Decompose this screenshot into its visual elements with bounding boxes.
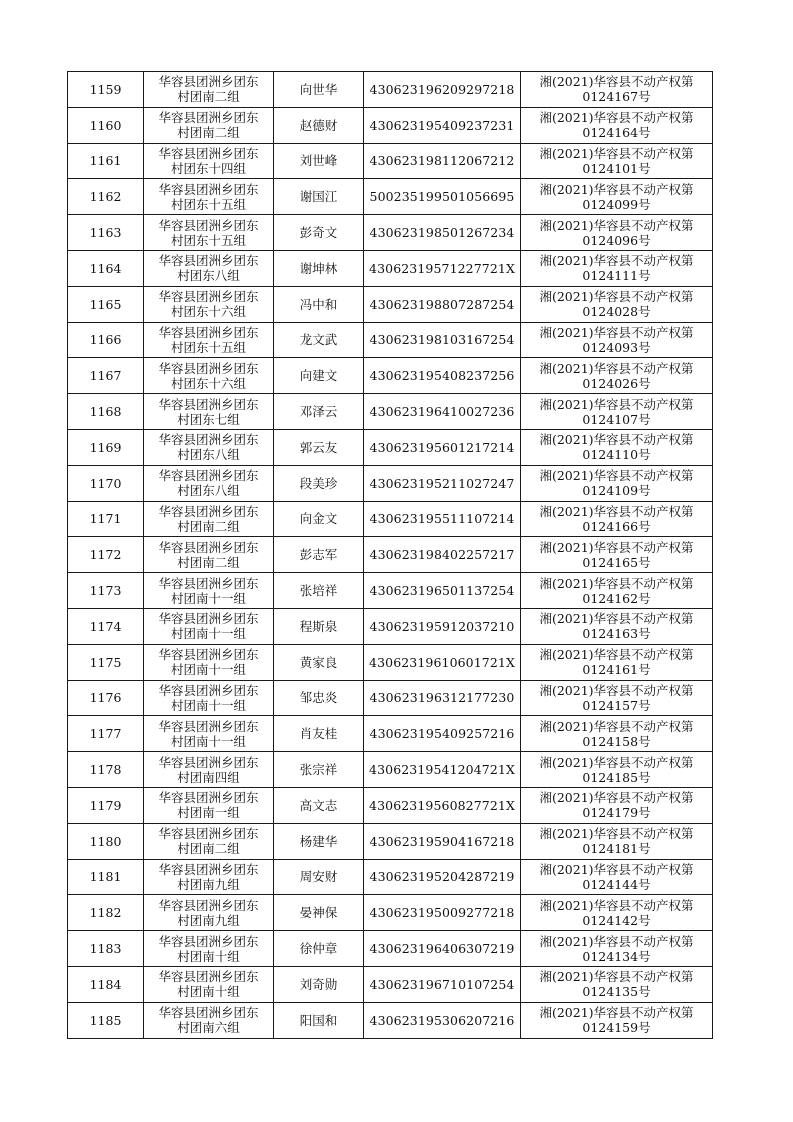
id-number: 43062319610601721X [364, 644, 521, 680]
row-number: 1181 [68, 859, 144, 895]
certificate-line-1: 湘(2021)华容县不动产权第 [539, 289, 694, 305]
owner-name: 张培祥 [274, 573, 364, 609]
row-number: 1167 [68, 358, 144, 394]
certificate-line-2: 0124026号 [582, 375, 651, 391]
address-line-2: 村团东七组 [177, 411, 240, 427]
address-cell [144, 72, 274, 108]
table-row [68, 680, 713, 716]
certificate-line-2: 0124158号 [582, 733, 651, 749]
certificate-line-1: 湘(2021)华容县不动产权第 [539, 324, 694, 340]
row-number: 1159 [68, 72, 144, 108]
id-number: 430623196209297218 [364, 72, 521, 108]
address-line-2: 村团南二组 [177, 518, 240, 534]
table-row [68, 250, 713, 286]
certificate-line-2: 0124028号 [582, 304, 651, 320]
address-line-2: 村团东十五组 [170, 339, 246, 355]
certificate-cell [521, 143, 713, 179]
certificate-line-1: 湘(2021)华容县不动产权第 [539, 933, 694, 949]
address-line-1: 华容县团洲乡团东 [158, 468, 259, 484]
table-row [68, 107, 713, 143]
certificate-line-2: 0124107号 [582, 411, 651, 427]
address-cell [144, 250, 274, 286]
certificate-line-2: 0124111号 [582, 268, 651, 284]
address-cell [144, 537, 274, 573]
address-cell [144, 966, 274, 1002]
certificate-cell [521, 501, 713, 537]
row-number: 1169 [68, 429, 144, 465]
certificate-line-2: 0124109号 [582, 483, 651, 499]
row-number: 1170 [68, 465, 144, 501]
owner-name: 杨建华 [274, 823, 364, 859]
id-number: 430623198807287254 [364, 286, 521, 322]
address-cell [144, 752, 274, 788]
id-number: 430623195408237256 [364, 358, 521, 394]
certificate-line-1: 湘(2021)华容县不动产权第 [539, 396, 694, 412]
address-line-2: 村团南十一组 [170, 626, 246, 642]
id-number: 430623195211027247 [364, 465, 521, 501]
address-line-1: 华容县团洲乡团东 [158, 324, 259, 340]
certificate-cell [521, 394, 713, 430]
address-cell [144, 394, 274, 430]
address-line-2: 村团南二组 [177, 554, 240, 570]
id-number: 430623195601217214 [364, 429, 521, 465]
address-line-2: 村团南九组 [177, 912, 240, 928]
certificate-cell [521, 752, 713, 788]
owner-name: 向建文 [274, 358, 364, 394]
address-line-2: 村团南十组 [177, 984, 240, 1000]
certificate-line-2: 0124096号 [582, 232, 651, 248]
certificate-cell [521, 250, 713, 286]
owner-name: 黄家良 [274, 644, 364, 680]
address-line-1: 华容县团洲乡团东 [158, 754, 259, 770]
address-cell [144, 931, 274, 967]
table-row [68, 143, 713, 179]
id-number: 430623195409257216 [364, 716, 521, 752]
row-number: 1179 [68, 787, 144, 823]
row-number: 1185 [68, 1002, 144, 1038]
table-row [68, 465, 713, 501]
certificate-cell [521, 429, 713, 465]
certificate-cell [521, 716, 713, 752]
id-number: 430623195009277218 [364, 895, 521, 931]
address-line-2: 村团南十一组 [170, 662, 246, 678]
certificate-cell [521, 322, 713, 358]
address-cell [144, 286, 274, 322]
table-row [68, 1002, 713, 1038]
certificate-line-1: 湘(2021)华容县不动产权第 [539, 432, 694, 448]
address-cell [144, 895, 274, 931]
row-number: 1175 [68, 644, 144, 680]
address-line-2: 村团南十一组 [170, 590, 246, 606]
certificate-line-2: 0124110号 [582, 447, 651, 463]
owner-name: 彭奇文 [274, 215, 364, 251]
id-number: 430623195511107214 [364, 501, 521, 537]
address-line-1: 华容县团洲乡团东 [158, 647, 259, 663]
certificate-cell [521, 286, 713, 322]
certificate-line-2: 0124185号 [582, 769, 651, 785]
row-number: 1165 [68, 286, 144, 322]
certificate-line-1: 湘(2021)华容县不动产权第 [539, 253, 694, 269]
address-cell [144, 179, 274, 215]
table-body [68, 72, 713, 1039]
table-row [68, 931, 713, 967]
address-line-2: 村团南四组 [177, 769, 240, 785]
owner-name: 张宗祥 [274, 752, 364, 788]
row-number: 1168 [68, 394, 144, 430]
certificate-cell [521, 107, 713, 143]
table-row [68, 501, 713, 537]
row-number: 1171 [68, 501, 144, 537]
address-line-2: 村团南九组 [177, 876, 240, 892]
address-cell [144, 501, 274, 537]
address-line-1: 华容县团洲乡团东 [158, 790, 259, 806]
address-line-2: 村团东十四组 [170, 160, 246, 176]
address-line-2: 村团南二组 [177, 89, 240, 105]
row-number: 1160 [68, 107, 144, 143]
certificate-line-1: 湘(2021)华容县不动产权第 [539, 110, 694, 126]
address-cell [144, 107, 274, 143]
table-row [68, 823, 713, 859]
owner-name: 刘奇勋 [274, 966, 364, 1002]
owner-name: 向金文 [274, 501, 364, 537]
table-row [68, 394, 713, 430]
certificate-line-1: 湘(2021)华容县不动产权第 [539, 360, 694, 376]
address-line-1: 华容县团洲乡团东 [158, 432, 259, 448]
address-cell [144, 787, 274, 823]
owner-name: 谢坤林 [274, 250, 364, 286]
certificate-line-2: 0124161号 [582, 662, 651, 678]
table-row [68, 286, 713, 322]
owner-name: 阳国和 [274, 1002, 364, 1038]
row-number: 1174 [68, 608, 144, 644]
table-row [68, 358, 713, 394]
owner-name: 谢国江 [274, 179, 364, 215]
certificate-line-1: 湘(2021)华容县不动产权第 [539, 181, 694, 197]
table-row [68, 573, 713, 609]
address-line-1: 华容县团洲乡团东 [158, 933, 259, 949]
id-number: 500235199501056695 [364, 179, 521, 215]
row-number: 1162 [68, 179, 144, 215]
certificate-line-1: 湘(2021)华容县不动产权第 [539, 754, 694, 770]
row-number: 1161 [68, 143, 144, 179]
owner-name: 程斯泉 [274, 608, 364, 644]
address-line-2: 村团东八组 [177, 447, 240, 463]
owner-name: 肖友桂 [274, 716, 364, 752]
address-line-2: 村团南二组 [177, 125, 240, 141]
certificate-line-2: 0124135号 [582, 984, 651, 1000]
table-row [68, 644, 713, 680]
certificate-line-2: 0124167号 [582, 89, 651, 105]
address-cell [144, 465, 274, 501]
registration-table [67, 71, 713, 1039]
id-number: 43062319571227721X [364, 250, 521, 286]
table-row [68, 322, 713, 358]
address-cell [144, 573, 274, 609]
table-row [68, 787, 713, 823]
row-number: 1183 [68, 931, 144, 967]
table-row [68, 859, 713, 895]
address-line-1: 华容县团洲乡团东 [158, 396, 259, 412]
address-line-1: 华容县团洲乡团东 [158, 682, 259, 698]
table-row [68, 966, 713, 1002]
certificate-line-1: 湘(2021)华容县不动产权第 [539, 74, 694, 90]
certificate-cell [521, 72, 713, 108]
address-cell [144, 859, 274, 895]
certificate-cell [521, 644, 713, 680]
certificate-line-1: 湘(2021)华容县不动产权第 [539, 217, 694, 233]
address-line-2: 村团南一组 [177, 805, 240, 821]
id-number: 430623198402257217 [364, 537, 521, 573]
address-cell [144, 716, 274, 752]
certificate-line-2: 0124179号 [582, 805, 651, 821]
certificate-line-1: 湘(2021)华容县不动产权第 [539, 1005, 694, 1021]
address-cell [144, 358, 274, 394]
id-number: 430623196312177230 [364, 680, 521, 716]
address-line-2: 村团南十组 [177, 948, 240, 964]
address-cell [144, 215, 274, 251]
certificate-line-2: 0124163号 [582, 626, 651, 642]
certificate-line-2: 0124144号 [582, 876, 651, 892]
owner-name: 晏神保 [274, 895, 364, 931]
address-line-2: 村团南六组 [177, 1020, 240, 1036]
address-line-1: 华容县团洲乡团东 [158, 503, 259, 519]
row-number: 1173 [68, 573, 144, 609]
table-row [68, 752, 713, 788]
address-line-1: 华容县团洲乡团东 [158, 145, 259, 161]
id-number: 430623198501267234 [364, 215, 521, 251]
address-line-1: 华容县团洲乡团东 [158, 289, 259, 305]
address-line-2: 村团东十六组 [170, 304, 246, 320]
certificate-line-2: 0124166号 [582, 518, 651, 534]
address-line-2: 村团南十一组 [170, 733, 246, 749]
owner-name: 郭云友 [274, 429, 364, 465]
address-line-2: 村团东十五组 [170, 196, 246, 212]
owner-name: 向世华 [274, 72, 364, 108]
certificate-line-1: 湘(2021)华容县不动产权第 [539, 897, 694, 913]
certificate-cell [521, 358, 713, 394]
owner-name: 彭志军 [274, 537, 364, 573]
certificate-cell [521, 537, 713, 573]
id-number: 430623195306207216 [364, 1002, 521, 1038]
certificate-cell [521, 1002, 713, 1038]
owner-name: 徐仲章 [274, 931, 364, 967]
table-row [68, 215, 713, 251]
owner-name: 段美珍 [274, 465, 364, 501]
id-number: 430623195409237231 [364, 107, 521, 143]
address-line-2: 村团南二组 [177, 841, 240, 857]
certificate-line-2: 0124134号 [582, 948, 651, 964]
owner-name: 龙文武 [274, 322, 364, 358]
address-line-1: 华容县团洲乡团东 [158, 1005, 259, 1021]
certificate-cell [521, 859, 713, 895]
address-line-1: 华容县团洲乡团东 [158, 539, 259, 555]
table-row [68, 72, 713, 108]
address-line-1: 华容县团洲乡团东 [158, 253, 259, 269]
id-number: 430623195904167218 [364, 823, 521, 859]
row-number: 1163 [68, 215, 144, 251]
address-line-1: 华容县团洲乡团东 [158, 360, 259, 376]
address-line-1: 华容县团洲乡团东 [158, 611, 259, 627]
certificate-line-1: 湘(2021)华容县不动产权第 [539, 539, 694, 555]
row-number: 1164 [68, 250, 144, 286]
certificate-line-2: 0124165号 [582, 554, 651, 570]
certificate-line-1: 湘(2021)华容县不动产权第 [539, 468, 694, 484]
address-line-1: 华容县团洲乡团东 [158, 110, 259, 126]
certificate-line-2: 0124162号 [582, 590, 651, 606]
address-line-1: 华容县团洲乡团东 [158, 575, 259, 591]
owner-name: 冯中和 [274, 286, 364, 322]
address-cell [144, 1002, 274, 1038]
address-cell [144, 143, 274, 179]
owner-name: 高文志 [274, 787, 364, 823]
certificate-line-1: 湘(2021)华容县不动产权第 [539, 861, 694, 877]
address-line-2: 村团东八组 [177, 483, 240, 499]
certificate-line-2: 0124142号 [582, 912, 651, 928]
certificate-line-2: 0124164号 [582, 125, 651, 141]
certificate-cell [521, 179, 713, 215]
certificate-cell [521, 608, 713, 644]
address-cell [144, 429, 274, 465]
address-line-1: 华容县团洲乡团东 [158, 897, 259, 913]
certificate-cell [521, 680, 713, 716]
certificate-line-1: 湘(2021)华容县不动产权第 [539, 718, 694, 734]
id-number: 430623196710107254 [364, 966, 521, 1002]
owner-name: 赵德财 [274, 107, 364, 143]
certificate-line-1: 湘(2021)华容县不动产权第 [539, 575, 694, 591]
id-number: 430623198103167254 [364, 322, 521, 358]
id-number: 43062319560827721X [364, 787, 521, 823]
certificate-line-2: 0124101号 [582, 160, 651, 176]
address-cell [144, 608, 274, 644]
row-number: 1166 [68, 322, 144, 358]
address-line-2: 村团南十一组 [170, 697, 246, 713]
row-number: 1177 [68, 716, 144, 752]
certificate-line-2: 0124159号 [582, 1020, 651, 1036]
address-line-2: 村团东八组 [177, 268, 240, 284]
id-number: 430623195912037210 [364, 608, 521, 644]
certificate-line-1: 湘(2021)华容县不动产权第 [539, 826, 694, 842]
address-cell [144, 680, 274, 716]
id-number: 430623196501137254 [364, 573, 521, 609]
row-number: 1184 [68, 966, 144, 1002]
table-row [68, 608, 713, 644]
address-line-1: 华容县团洲乡团东 [158, 181, 259, 197]
table-row [68, 716, 713, 752]
address-line-1: 华容县团洲乡团东 [158, 969, 259, 985]
owner-name: 邓泽云 [274, 394, 364, 430]
address-cell [144, 322, 274, 358]
certificate-line-1: 湘(2021)华容县不动产权第 [539, 503, 694, 519]
address-cell [144, 823, 274, 859]
certificate-cell [521, 966, 713, 1002]
row-number: 1182 [68, 895, 144, 931]
certificate-line-1: 湘(2021)华容县不动产权第 [539, 611, 694, 627]
id-number: 430623196410027236 [364, 394, 521, 430]
certificate-line-1: 湘(2021)华容县不动产权第 [539, 647, 694, 663]
table-row [68, 429, 713, 465]
address-line-2: 村团东十六组 [170, 375, 246, 391]
certificate-line-2: 0124099号 [582, 196, 651, 212]
table-row [68, 179, 713, 215]
owner-name: 周安财 [274, 859, 364, 895]
certificate-line-1: 湘(2021)华容县不动产权第 [539, 145, 694, 161]
address-cell [144, 644, 274, 680]
certificate-cell [521, 895, 713, 931]
owner-name: 邹忠炎 [274, 680, 364, 716]
certificate-line-2: 0124181号 [582, 841, 651, 857]
certificate-cell [521, 215, 713, 251]
certificate-cell [521, 787, 713, 823]
address-line-1: 华容县团洲乡团东 [158, 74, 259, 90]
address-line-2: 村团东十五组 [170, 232, 246, 248]
id-number: 43062319541204721X [364, 752, 521, 788]
address-line-1: 华容县团洲乡团东 [158, 826, 259, 842]
id-number: 430623198112067212 [364, 143, 521, 179]
certificate-line-1: 湘(2021)华容县不动产权第 [539, 790, 694, 806]
id-number: 430623196406307219 [364, 931, 521, 967]
row-number: 1180 [68, 823, 144, 859]
id-number: 430623195204287219 [364, 859, 521, 895]
address-line-1: 华容县团洲乡团东 [158, 217, 259, 233]
address-line-1: 华容县团洲乡团东 [158, 861, 259, 877]
address-line-1: 华容县团洲乡团东 [158, 718, 259, 734]
certificate-cell [521, 465, 713, 501]
certificate-cell [521, 573, 713, 609]
certificate-line-2: 0124093号 [582, 339, 651, 355]
table-row [68, 537, 713, 573]
certificate-cell [521, 931, 713, 967]
certificate-cell [521, 823, 713, 859]
owner-name: 刘世峰 [274, 143, 364, 179]
row-number: 1176 [68, 680, 144, 716]
row-number: 1172 [68, 537, 144, 573]
certificate-line-1: 湘(2021)华容县不动产权第 [539, 969, 694, 985]
certificate-line-2: 0124157号 [582, 697, 651, 713]
certificate-line-1: 湘(2021)华容县不动产权第 [539, 682, 694, 698]
row-number: 1178 [68, 752, 144, 788]
table-row [68, 895, 713, 931]
